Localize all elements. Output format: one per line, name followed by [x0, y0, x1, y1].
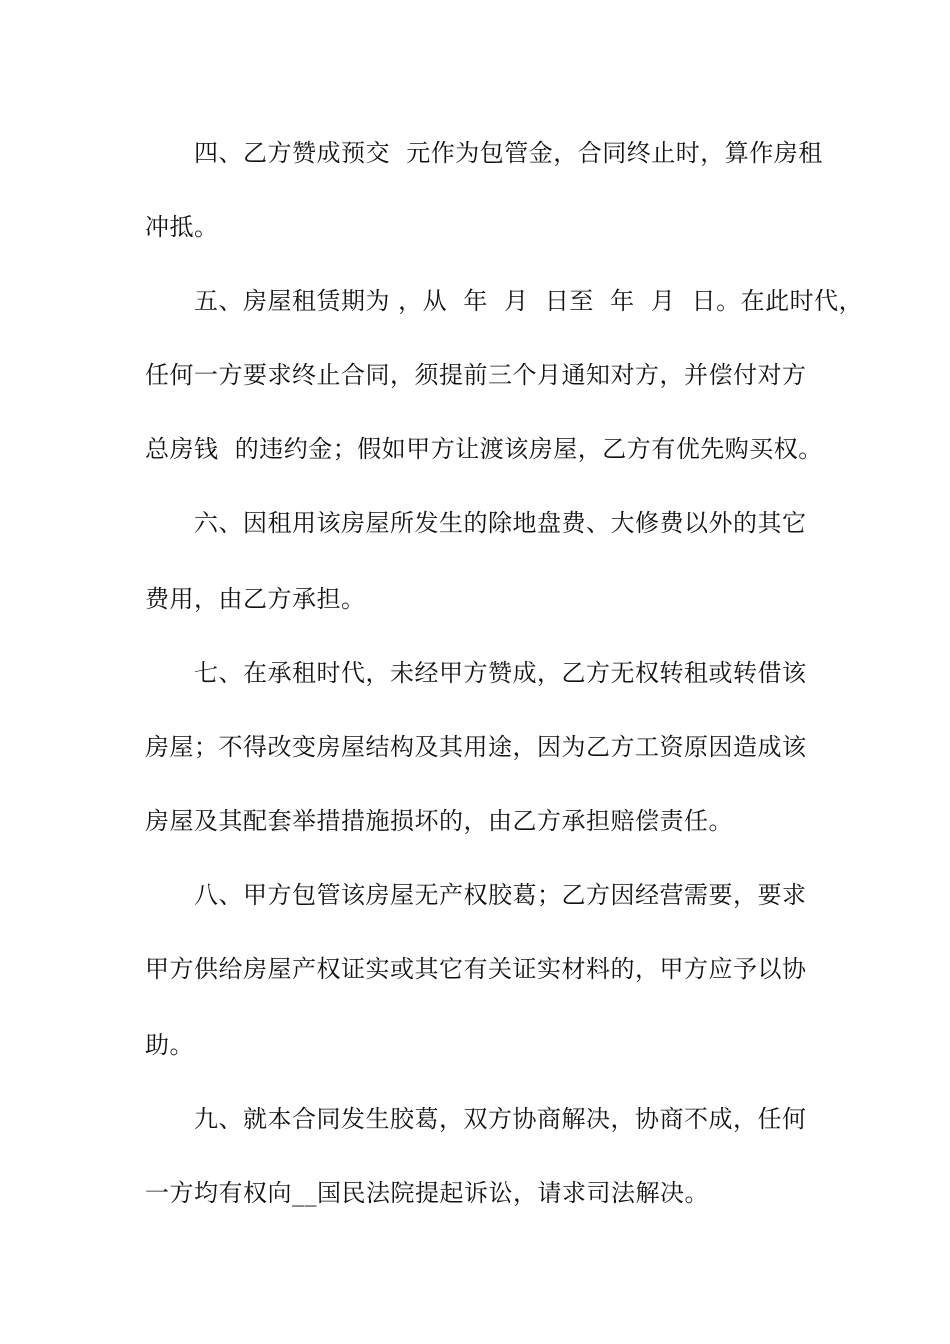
- clause-5-line-3: 总房钱 的违约金；假如甲方让渡该房屋，乙方有优先购买权。: [145, 435, 823, 463]
- clause-8-line-3: 助。: [145, 1031, 194, 1059]
- clause-8-line-2: 甲方供给房屋产权证实或其它有关证实材料的，甲方应予以协: [145, 955, 807, 983]
- clause-9-line-2: 一方均有权向__国民法院提起诉讼，请求司法解决。: [145, 1179, 709, 1207]
- clause-8-line-1: 八、甲方包管该房屋无产权胶葛；乙方因经营需要，要求: [194, 881, 807, 909]
- clause-7-line-3: 房屋及其配套举措措施损坏的，由乙方承担赔偿责任。: [145, 807, 733, 835]
- clause-5-line-2: 任何一方要求终止合同，须提前三个月通知对方，并偿付对方: [145, 361, 807, 389]
- clause-4-line-2: 冲抵。: [145, 213, 219, 241]
- clause-4-line-1: 四、乙方赞成预交 元作为包管金，合同终止时，算作房租: [194, 139, 823, 167]
- clause-7-line-2: 房屋；不得改变房屋结构及其用途，因为乙方工资原因造成该: [145, 733, 807, 761]
- clause-6-line-1: 六、因租用该房屋所发生的除地盘费、大修费以外的其它: [194, 509, 807, 537]
- clause-6-line-2: 费用，由乙方承担。: [145, 585, 366, 613]
- clause-5-line-1: 五、房屋租赁期为 ，从 年 月 日至 年 月 日。在此时代，: [194, 287, 864, 315]
- clause-7-line-1: 七、在承租时代，未经甲方赞成，乙方无权转租或转借该: [194, 659, 807, 687]
- clause-9-line-1: 九、就本合同发生胶葛，双方协商解决，协商不成，任何: [194, 1105, 807, 1133]
